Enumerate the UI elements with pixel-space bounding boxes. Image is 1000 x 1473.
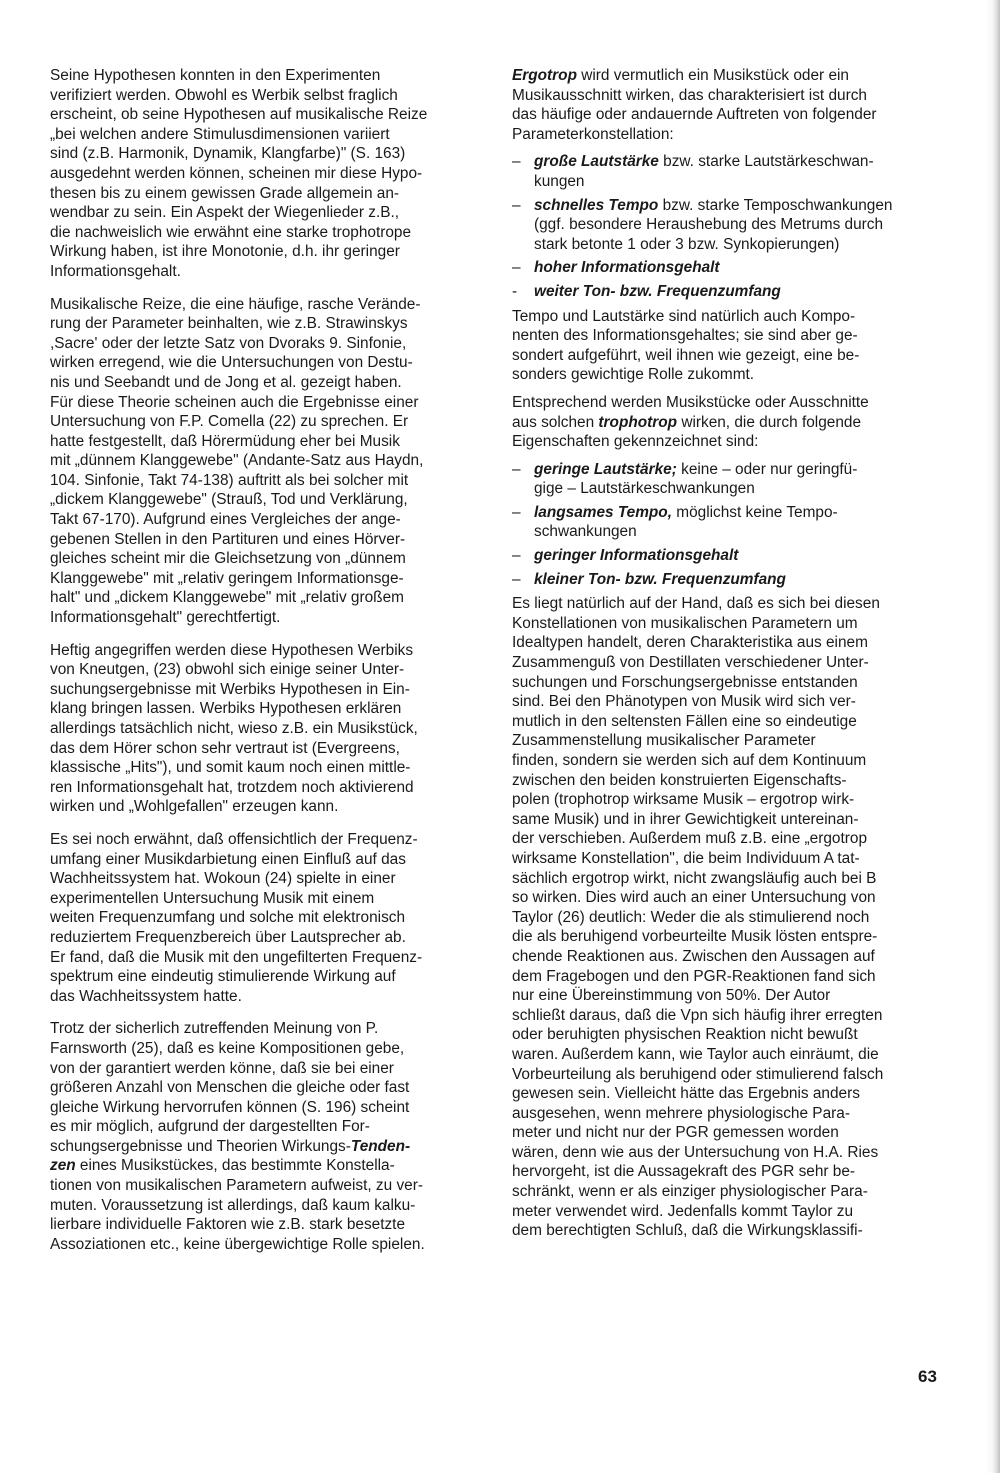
text-segment: aus solchen	[512, 413, 599, 431]
paragraph	[50, 66, 492, 282]
text-line: experimentellen Untersuchung Musik mit einem	[50, 889, 375, 907]
text-line: verifiziert werden. Obwohl es Werbik selbst fraglich	[50, 86, 398, 104]
emphasis-ergotrop: Ergotrop	[512, 67, 577, 84]
text-line: kungen	[534, 172, 585, 190]
list-item	[512, 546, 944, 566]
dash-bullet: –	[512, 153, 521, 171]
text-line: „dickem Klanggewebe" (Strauß, Tod und Verklärung,	[50, 491, 408, 509]
lines-group	[512, 86, 944, 145]
text-line: same Musik) und in ihrer Gewichtigkeit untereinan-	[512, 810, 859, 828]
text-line	[50, 1156, 492, 1176]
text-line: spektrum eine eindeutig stimulierende Wirkung auf	[50, 968, 396, 986]
text-line: ausgedehnt werden können, scheinen mir diese Hypo-	[50, 164, 423, 182]
text-line: weiten Frequenzumfang und solche mit elektronisch	[50, 909, 406, 927]
text-line: klang bringen lassen. Werbiks Hypothesen erklären	[50, 700, 402, 718]
list-item	[512, 152, 944, 191]
text-line: hervorgeht, ist die Aussagekraft des PGR sehr be-	[512, 1163, 856, 1181]
text-line	[50, 1137, 492, 1157]
text-segment: schungsergebnisse und Theorien Wirkungs-	[50, 1137, 351, 1155]
scan-edge-shadow	[986, 0, 1000, 1473]
text-line: gleiches scheint mir die Gleichsetzung von „dünnem	[50, 550, 406, 568]
text-line: tionen von musikalischen Parametern aufweist, zu ver-	[50, 1177, 423, 1195]
text-line: stark betonte 1 oder 3 bzw. Synkopierungen)	[534, 235, 840, 253]
text-line: die als beruhigend vorbeurteilte Musik lösten entspre-	[512, 928, 878, 946]
text-line: ausgesehen, wenn mehrere physiologische Para-	[512, 1104, 850, 1122]
text-line: suchungsergebnisse mit Werbiks Hypothesen in Ein-	[50, 680, 410, 698]
text-line: größeren Anzahl von Menschen die gleiche oder fast	[50, 1079, 410, 1097]
list-item	[512, 503, 944, 542]
text-line: schließt daraus, daß die Vpn sich häufig ihrer erregten	[512, 1006, 883, 1024]
text-line: Trotz der sicherlich zutreffenden Meinung von P.	[50, 1020, 379, 1038]
text-line: Takt 67-170). Aufgrund eines Vergleiches der ange-	[50, 511, 401, 529]
left-paragraphs	[50, 66, 492, 1006]
dash-bullet: –	[512, 460, 521, 478]
text-line: nis und Seebandt und de Jong et al. gezeigt haben.	[50, 373, 402, 391]
text-line: wirken erregend, wie die Untersuchungen von Destu-	[50, 354, 413, 372]
text-line	[512, 413, 944, 433]
text-line	[534, 570, 944, 590]
text-line: muten. Voraussetzung ist allerdings, daß kaum kalku-	[50, 1196, 416, 1214]
text-line: rung der Parameter beinhalten, wie z.B. Strawinskys	[50, 315, 408, 333]
text-line: wendbar zu sein. Ein Aspekt der Wiegenlieder z.B.,	[50, 204, 400, 222]
text-line: Idealtypen handelt, deren Charakteristika aus einem	[512, 634, 868, 652]
dash-bullet: –	[512, 503, 521, 521]
text-line: zwischen den beiden konstruierten Eigenschafts-	[512, 771, 847, 789]
text-line: Konstellationen von musikalischen Parametern um	[512, 614, 858, 632]
text-line: Musikalische Reize, die eine häufige, rasche Verände-	[50, 295, 421, 313]
text-line	[534, 152, 944, 172]
text-line: 104. Sinfonie, Takt 74-138) auftritt als bei solcher mit	[50, 471, 409, 489]
list-item-emphasis: hoher Informationsgehalt	[534, 259, 720, 277]
text-line: allerdings tatsächlich nicht, wieso z.B. ein Musikstück,	[50, 720, 418, 737]
text-line: oder beruhigten physischen Reaktion nicht bewußt	[512, 1026, 858, 1044]
text-line: Wachheitssystem hat. Wokoun (24) spielte in einer	[50, 870, 396, 888]
text-line: meter verwendet wird. Jedenfalls kommt Taylor zu	[512, 1202, 854, 1220]
text-line: Informationsgehalt.	[50, 262, 181, 280]
text-segment: keine – oder nur geringfü-	[676, 460, 858, 478]
text-line: so wirken. Dies wird auch an einer Untersuchung von	[512, 889, 876, 907]
emphasis-tendenzen: Tenden-	[350, 1137, 411, 1155]
text-segment: bzw. starke Lautstärkeschwan-	[658, 153, 874, 171]
text-line: Seine Hypothesen konnten in den Experimenten	[50, 67, 381, 84]
text-line: Es liegt natürlich auf der Hand, daß es sich bei diesen	[512, 595, 880, 613]
dash-bullet: –	[512, 547, 521, 565]
page-number: 63	[918, 1367, 937, 1386]
list-item-emphasis: langsames Tempo,	[534, 503, 672, 521]
emphasis-zen: zen	[50, 1157, 76, 1175]
text-line	[512, 66, 944, 86]
text-line: wirksame Konstellation", die beim Individuum A tat-	[512, 849, 860, 867]
text-line: thesen bis zu einem gewissen Grade allgemein an-	[50, 184, 400, 202]
ergotrop-intro	[512, 66, 944, 144]
text-line: Wirkung haben, ist ihre Monotonie, d.h. ihr geringer	[50, 243, 400, 261]
text-line: polen (trophotrop wirksame Musik – ergotrop wirk-	[512, 791, 855, 809]
text-line: Farnsworth (25), daß es keine Kompositionen gebe,	[50, 1039, 405, 1057]
dash-bullet: -	[512, 282, 518, 300]
text-line: nur eine Übereinstimmung von 50%. Der Autor	[512, 987, 831, 1005]
text-segment: möglichst keine Tempo-	[672, 503, 838, 521]
text-line: lierbare individuelle Faktoren wie z.B. stark besetzte	[50, 1216, 406, 1234]
paragraph	[50, 295, 492, 628]
text-line: ren Informationsgehalt hat, trotzdem noch aktivierend	[50, 778, 414, 796]
text-line	[534, 546, 944, 566]
emphasis-trophotrop: trophotrop	[598, 413, 678, 431]
text-line: gewesen sein. Vielleicht hätte das Ergebnis anders	[512, 1085, 860, 1103]
list-item	[512, 570, 944, 590]
text-line: sächlich ergotrop wirkt, nicht zwangsläufig auch bei B	[512, 869, 877, 887]
text-line: gleiche Wirkung hervorrufen können (S. 196) scheint	[50, 1098, 410, 1116]
text-line: sondert aufgeführt, weil ihnen wie gezeigt, eine be-	[512, 346, 860, 364]
text-line: Klanggewebe" mit „relativ geringem Informationsge-	[50, 569, 404, 587]
text-line: der verschieben. Außerdem muß z.B. eine „ergotrop	[512, 830, 868, 848]
dash-bullet: –	[512, 196, 521, 214]
text-line: ,Sacre' oder der letzte Satz von Dvoraks 9. Sinfonie,	[50, 334, 407, 352]
text-line: wären, denn wie aus der Untersuchung von H.A. Ries	[512, 1143, 879, 1161]
text-segment: wird vermutlich ein Musikstück oder ein	[576, 67, 849, 84]
text-line: Assoziationen etc., keine übergewichtige Rolle spielen.	[50, 1235, 425, 1253]
paragraph	[50, 830, 492, 1006]
text-line: Entsprechend werden Musikstücke oder Ausschnitte	[512, 393, 869, 411]
text-line: waren. Außerdem kann, wie Taylor auch einräumt, die	[512, 1045, 879, 1063]
text-segment: wirken, die durch folgende	[677, 413, 862, 431]
text-line: Parameterkonstellation:	[512, 125, 674, 143]
text-line: sind (z.B. Harmonik, Dynamik, Klangfarbe)" (S. 163)	[50, 145, 406, 163]
list-item	[512, 196, 944, 255]
list-item	[512, 460, 944, 499]
text-line: schwankungen	[534, 523, 637, 541]
left-column	[50, 66, 492, 1267]
text-line: halt" und „dickem Klanggewebe" mit „relativ großem	[50, 589, 404, 607]
dash-bullet: –	[512, 259, 521, 277]
paragraph-components	[512, 307, 944, 385]
paragraph-tendenzen	[50, 1019, 492, 1254]
trophotrop-intro	[512, 393, 944, 452]
text-line: mit „dünnem Klanggewebe" (Andante-Satz aus Haydn,	[50, 452, 424, 470]
text-line	[534, 460, 944, 480]
text-segment: bzw. starke Temposchwankungen	[658, 196, 893, 214]
text-line: reduziertem Frequenzbereich über Lautsprecher ab.	[50, 928, 406, 946]
lines-group	[50, 1176, 492, 1254]
text-line: Taylor (26) deutlich: Weder die als stimulierend noch	[512, 908, 870, 926]
text-line: gebenen Stellen in den Partituren und eines Hörver-	[50, 530, 406, 548]
trophotrop-parameter-list	[512, 460, 944, 590]
text-line: Tempo und Lautstärke sind natürlich auch Kompo-	[512, 307, 856, 325]
text-line: von der garantiert werden könne, daß sie bei einer	[50, 1059, 394, 1077]
text-line: Untersuchung von F.P. Comella (22) zu sprechen. Er	[50, 413, 409, 431]
paragraph	[50, 641, 492, 817]
text-line: hatte festgestellt, daß Hörermüdung eher bei Musik	[50, 432, 400, 450]
text-line: die nachweislich wie erwähnt eine starke trophotrope	[50, 223, 412, 241]
text-line: Vorbeurteilung als beruhigend oder stimulierend falsch	[512, 1065, 884, 1083]
text-line: Für diese Theorie scheinen auch die Ergebnisse einer	[50, 393, 419, 411]
text-line: „bei welchen andere Stimulusdimensionen variiert	[50, 125, 390, 143]
dash-bullet: –	[512, 570, 521, 588]
text-line: dem Fragebogen und den PGR-Reaktionen fand sich	[512, 967, 876, 985]
text-line: meter und nicht nur der PGR gemessen worden	[512, 1124, 839, 1142]
list-item-emphasis: große Lautstärke	[534, 153, 659, 171]
text-line: Informationsgehalt" gerechtfertigt.	[50, 609, 281, 627]
text-line: chende Reaktionen aus. Zwischen den Aussagen auf	[512, 947, 875, 965]
text-line: es mir möglich, aufgrund der dargestellten For-	[50, 1118, 370, 1136]
text-line	[534, 258, 944, 278]
text-segment: eines Musikstückes, das bestimmte Konstella-	[75, 1157, 395, 1175]
text-line: klassische „Hits"), und somit kaum noch einen mittle-	[50, 759, 411, 777]
text-line: das häufige oder andauernde Auftreten von folgender	[512, 106, 877, 124]
text-line: dem berechtigten Schluß, daß die Wirkungsklassifi-	[512, 1222, 863, 1240]
list-item-emphasis: schnelles Tempo	[534, 196, 659, 214]
text-line: Zusammenstellung musikalischer Parameter	[512, 732, 816, 750]
text-line: das Wachheitssystem hatte.	[50, 987, 242, 1005]
list-item-emphasis: geringer Informationsgehalt	[534, 547, 739, 565]
text-line: Er fand, daß die Musik mit den ungefilterten Frequenz-	[50, 948, 423, 966]
text-line: mutlich in den seltensten Fällen eine so eindeutige	[512, 712, 857, 730]
text-line	[534, 282, 944, 302]
text-line: Musikausschnitt wirken, das charakterisiert ist durch	[512, 86, 867, 104]
text-line: Es sei noch erwähnt, daß offensichtlich der Frequenz-	[50, 830, 418, 848]
text-line: das dem Hörer schon sehr vertraut ist (Evergreens,	[50, 739, 400, 757]
text-line: gige – Lautstärkeschwankungen	[534, 480, 755, 498]
text-line: wirken und „Wohlgefallen" erzeugen kann.	[50, 798, 339, 816]
list-item-emphasis: kleiner Ton- bzw. Frequenzumfang	[534, 570, 786, 588]
text-line: schränkt, wenn er als einziger physiologischer Para-	[512, 1183, 868, 1201]
ergotrop-parameter-list	[512, 152, 944, 301]
text-line: finden, sondern sie werden sich auf dem Kontinuum	[512, 752, 867, 769]
list-item	[512, 282, 944, 302]
text-line: suchungen und Forschungsergebnisse entstanden	[512, 673, 858, 691]
text-line	[534, 503, 944, 523]
text-line: (ggf. besondere Heraushebung des Metrums durch	[534, 216, 884, 234]
text-line: erscheint, ob seine Hypothesen auf musikalische Reize	[50, 106, 428, 124]
list-item	[512, 258, 944, 278]
text-line: Zusammenguß von Destillaten verschiedener Unter-	[512, 654, 869, 672]
right-column	[512, 66, 944, 1254]
text-line: Heftig angegriffen werden diese Hypothesen Werbiks	[50, 641, 414, 659]
text-line	[534, 196, 944, 216]
list-item-emphasis: weiter Ton- bzw. Frequenzumfang	[534, 282, 781, 300]
text-line: nenten des Informationsgehaltes; sie sind aber ge-	[512, 327, 858, 345]
text-line: umfang einer Musikdarbietung einen Einfluß auf das	[50, 850, 406, 868]
paragraph-ideal-types	[512, 594, 944, 1241]
lines-group	[50, 1019, 492, 1137]
text-line: Eigenschaften gekennzeichnet sind:	[512, 433, 759, 451]
text-line: von Kneutgen, (23) obwohl sich einige seiner Unter-	[50, 661, 405, 679]
list-item-emphasis: geringe Lautstärke;	[534, 460, 677, 478]
text-line: sind. Bei den Phänotypen von Musik wird sich ver-	[512, 693, 856, 711]
text-line: sonders gewichtige Rolle zukommt.	[512, 366, 755, 384]
